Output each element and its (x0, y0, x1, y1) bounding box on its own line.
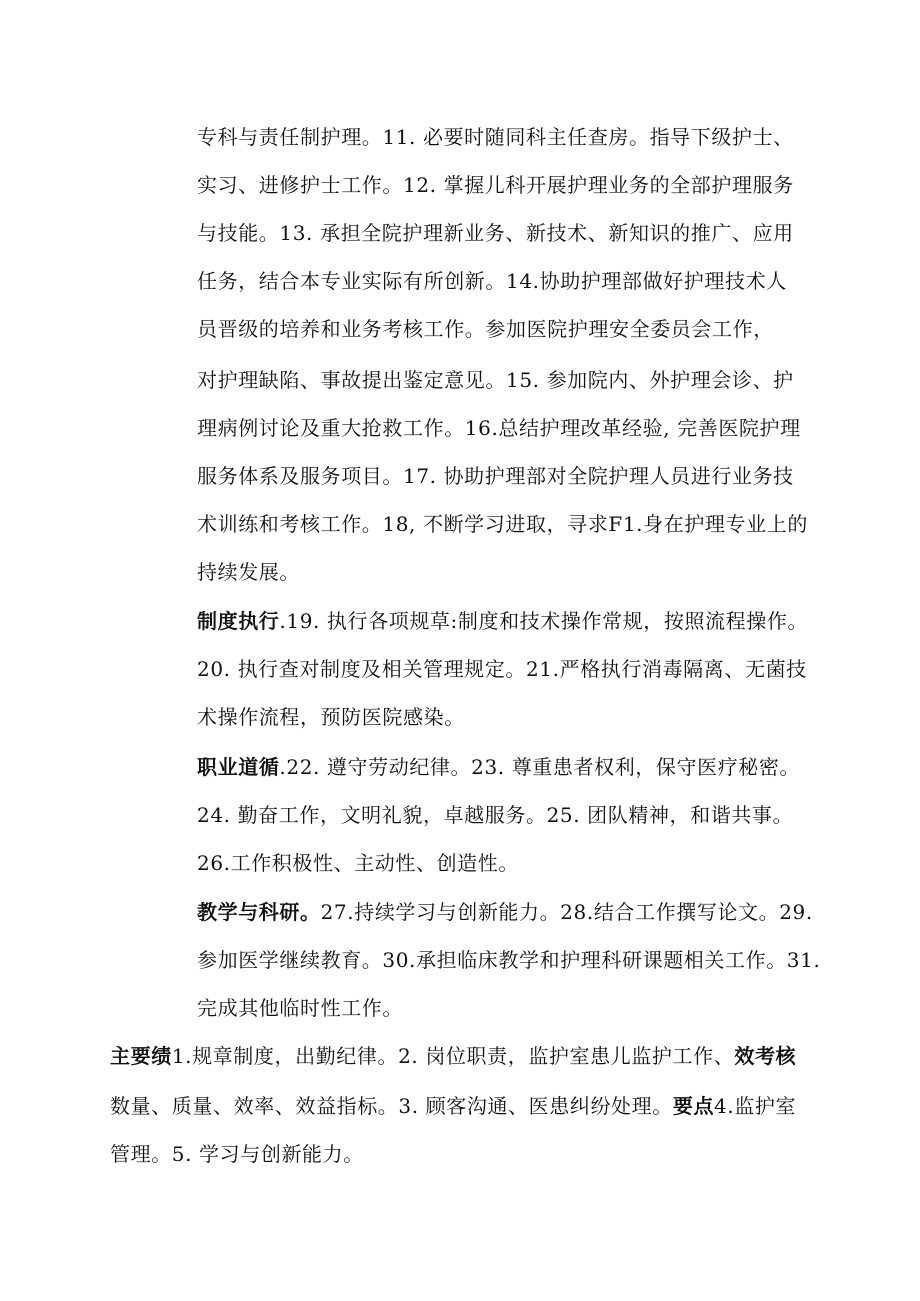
section-heading: 制度执行 (197, 609, 280, 633)
body-line: 理病例讨论及重大抢救工作。16.总结护理改革经验, 完善医院护理 (197, 416, 801, 440)
body-line: 对护理缺陷、事故提出鉴定意见。15. 参加院内、外护理会诊、护 (197, 368, 794, 392)
section-text: 27.持续学习与创新能力。28.结合工作撰写论文。29. (320, 900, 813, 924)
body-line: 完成其他临时性工作。 (197, 996, 403, 1020)
body-line: 实习、进修护士工作。12. 掌握儿科开展护理业务的全部护理服务 (197, 173, 794, 197)
body-line: 参加医学继续教育。30.承担临床教学和护理科研课题相关工作。31. (197, 948, 821, 972)
body-line: 员晋级的培养和业务考核工作。参加医院护理安全委员会工作， (197, 317, 774, 341)
section-teaching-first-line (197, 897, 813, 927)
performance-label: 要点 (672, 1094, 715, 1118)
body-line: 20. 执行查对制度及相关管理规定。21.严格执行消毒隔离、无菌技 (197, 657, 807, 681)
section-heading: 教学与科研。 (197, 900, 321, 924)
body-line: 26.工作积极性、主动性、创造性。 (197, 851, 520, 875)
body-line: 24. 勤奋工作，文明礼貌，卓越服务。25. 团队精神，和谐共事。 (197, 803, 794, 827)
body-line: 与技能。13. 承担全院护理新业务、新技术、新知识的推广、应用 (197, 221, 794, 245)
body-line: 任务，结合本专业实际有所创新。14.协助护理部做好护理技术人 (197, 269, 787, 293)
performance-line-2 (110, 1091, 796, 1121)
body-line: 持续发展。 (197, 560, 300, 584)
performance-line-1 (110, 1041, 796, 1071)
performance-line-3: 管理。5. 学习与创新能力。 (110, 1142, 364, 1166)
performance-text: 数量、质量、效率、效益指标。3. 顾客沟通、医患纠纷处理。 (110, 1094, 673, 1118)
section-ethics-first-line (197, 752, 800, 782)
performance-text: 1.规章制度，出勤纪律。2. 岗位职责，监护室患儿监护工作、 (171, 1044, 735, 1068)
section-text: .19. 执行各项规草:制度和技术操作常规，按照流程操作。 (279, 609, 809, 633)
body-line: 服务体系及服务项目。17. 协助护理部对全院护理人员进行业务技 (197, 464, 794, 488)
performance-label: 主要绩 (110, 1044, 172, 1068)
body-line: 术操作流程，预防医院感染。 (197, 705, 465, 729)
section-execution-first-line (197, 606, 808, 636)
performance-text: 4.监护室 (714, 1094, 797, 1118)
body-line: 术训练和考核工作。18, 不断学习进取，寻求F1.身在护理专业上的 (197, 512, 808, 536)
section-heading: 职业道循 (197, 755, 280, 779)
performance-label: 效考核 (734, 1044, 797, 1068)
section-text: .22. 遵守劳动纪律。23. 尊重患者权利，保守医疗秘密。 (279, 755, 801, 779)
body-line: 专科与责任制护理。11. 必要时随同科主任查房。指导下级护士、 (197, 125, 794, 149)
